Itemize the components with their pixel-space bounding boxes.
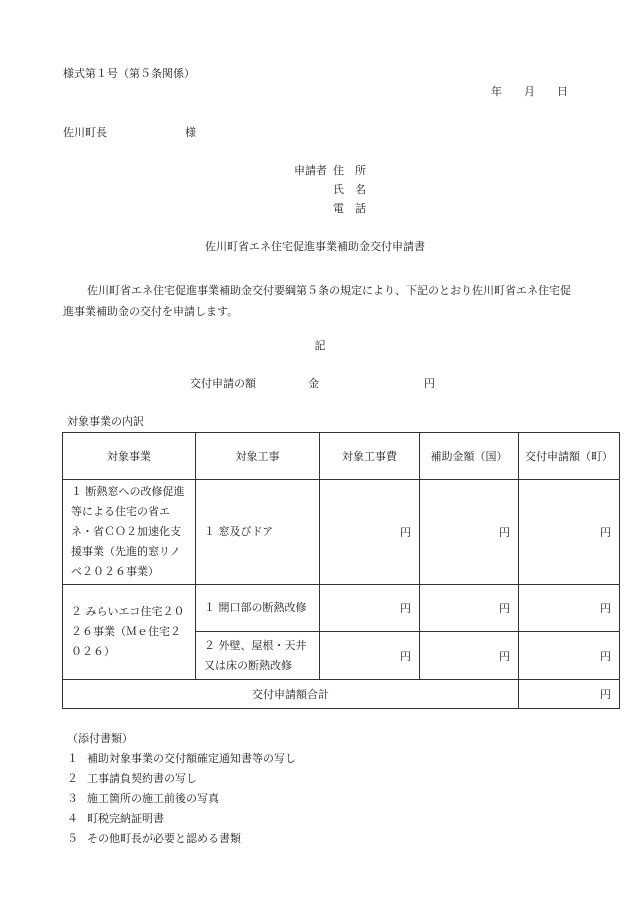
date-year: 年 <box>491 85 502 98</box>
breakdown-label: 対象事業の内訳 <box>67 415 144 428</box>
work-cell: １ 窓及びドア <box>196 480 320 585</box>
applicant-label: 申請者 <box>294 164 327 177</box>
cost-cell: 円 <box>320 632 420 680</box>
national-cell: 円 <box>420 480 519 585</box>
project-cell: ２ みらいエコ住宅２０２６事業（Ｍｅ住宅２０２６） <box>63 585 196 680</box>
addressee-name: 佐川町長 <box>63 126 107 139</box>
town-cell: 円 <box>519 585 620 632</box>
amount-kin: 金 <box>308 377 319 390</box>
header-work-cost: 対象工事費 <box>320 433 420 480</box>
table-row <box>63 480 620 585</box>
work-cell: １ 開口部の断熱改修 <box>196 585 320 632</box>
project-cell: １ 断熱窓への改修促進等による住宅の省エネ・省ＣＯ２加速化支援事業（先進的窓リノベ２０２６事業） <box>63 480 196 585</box>
breakdown-table <box>62 432 620 709</box>
header-target-project: 対象事業 <box>63 433 196 480</box>
amount-label: 交付申請の額 <box>190 377 256 390</box>
applicant-address-row <box>287 165 366 176</box>
amount-yen: 円 <box>424 377 435 390</box>
table-row <box>63 585 620 632</box>
cost-cell: 円 <box>320 480 420 585</box>
national-cell: 円 <box>420 585 519 632</box>
applicant-phone-label: 電 話 <box>333 202 366 215</box>
town-cell: 円 <box>519 632 620 680</box>
header-target-work: 対象工事 <box>196 433 320 480</box>
list-item: ２ 工事請負契約書の写し <box>67 772 197 785</box>
header-town-request: 交付申請額（町） <box>519 433 620 480</box>
header-national-subsidy: 補助金額（国） <box>420 433 519 480</box>
list-item: ４ 町税完納証明書 <box>67 812 164 825</box>
town-cell: 円 <box>519 480 620 585</box>
applicant-name-row <box>287 184 366 195</box>
applicant-phone-row <box>287 203 366 214</box>
form-number-label: 様式第１号（第５条関係） <box>63 67 195 80</box>
addressee-honorific: 様 <box>185 126 196 139</box>
attachments <box>67 729 296 849</box>
document-title: 佐川町省エネ住宅促進事業補助金交付申請書 <box>205 240 425 253</box>
date-day: 日 <box>557 85 568 98</box>
body-text: 佐川町省エネ住宅促進事業補助金交付要綱第５条の規定により、下記のとおり佐川町省エネ住宅促進事業補助金の交付を申請します。 <box>63 284 571 318</box>
cost-cell: 円 <box>320 585 420 632</box>
applicant-address-label: 住 所 <box>333 164 366 177</box>
applicant-name-label: 氏 名 <box>333 183 366 196</box>
list-item: ３ 施工箇所の施工前後の写真 <box>67 792 219 805</box>
date-line <box>491 86 568 97</box>
total-row <box>63 680 620 709</box>
date-month: 月 <box>524 85 535 98</box>
list-item: ５ その他町長が必要と認める書類 <box>67 832 241 845</box>
addressee <box>63 127 196 138</box>
national-cell: 円 <box>420 632 519 680</box>
list-item: １ 補助対象事業の交付額確定通知書等の写し <box>67 752 296 765</box>
table-header-row <box>63 433 620 480</box>
total-label: 交付申請額合計 <box>63 680 519 709</box>
attachments-heading: （添付書類） <box>67 732 133 745</box>
total-value: 円 <box>519 680 620 709</box>
work-cell: ２ 外壁、屋根・天井又は床の断熱改修 <box>196 632 320 680</box>
amount-line <box>190 378 435 389</box>
ki-heading: 記 <box>314 339 326 352</box>
